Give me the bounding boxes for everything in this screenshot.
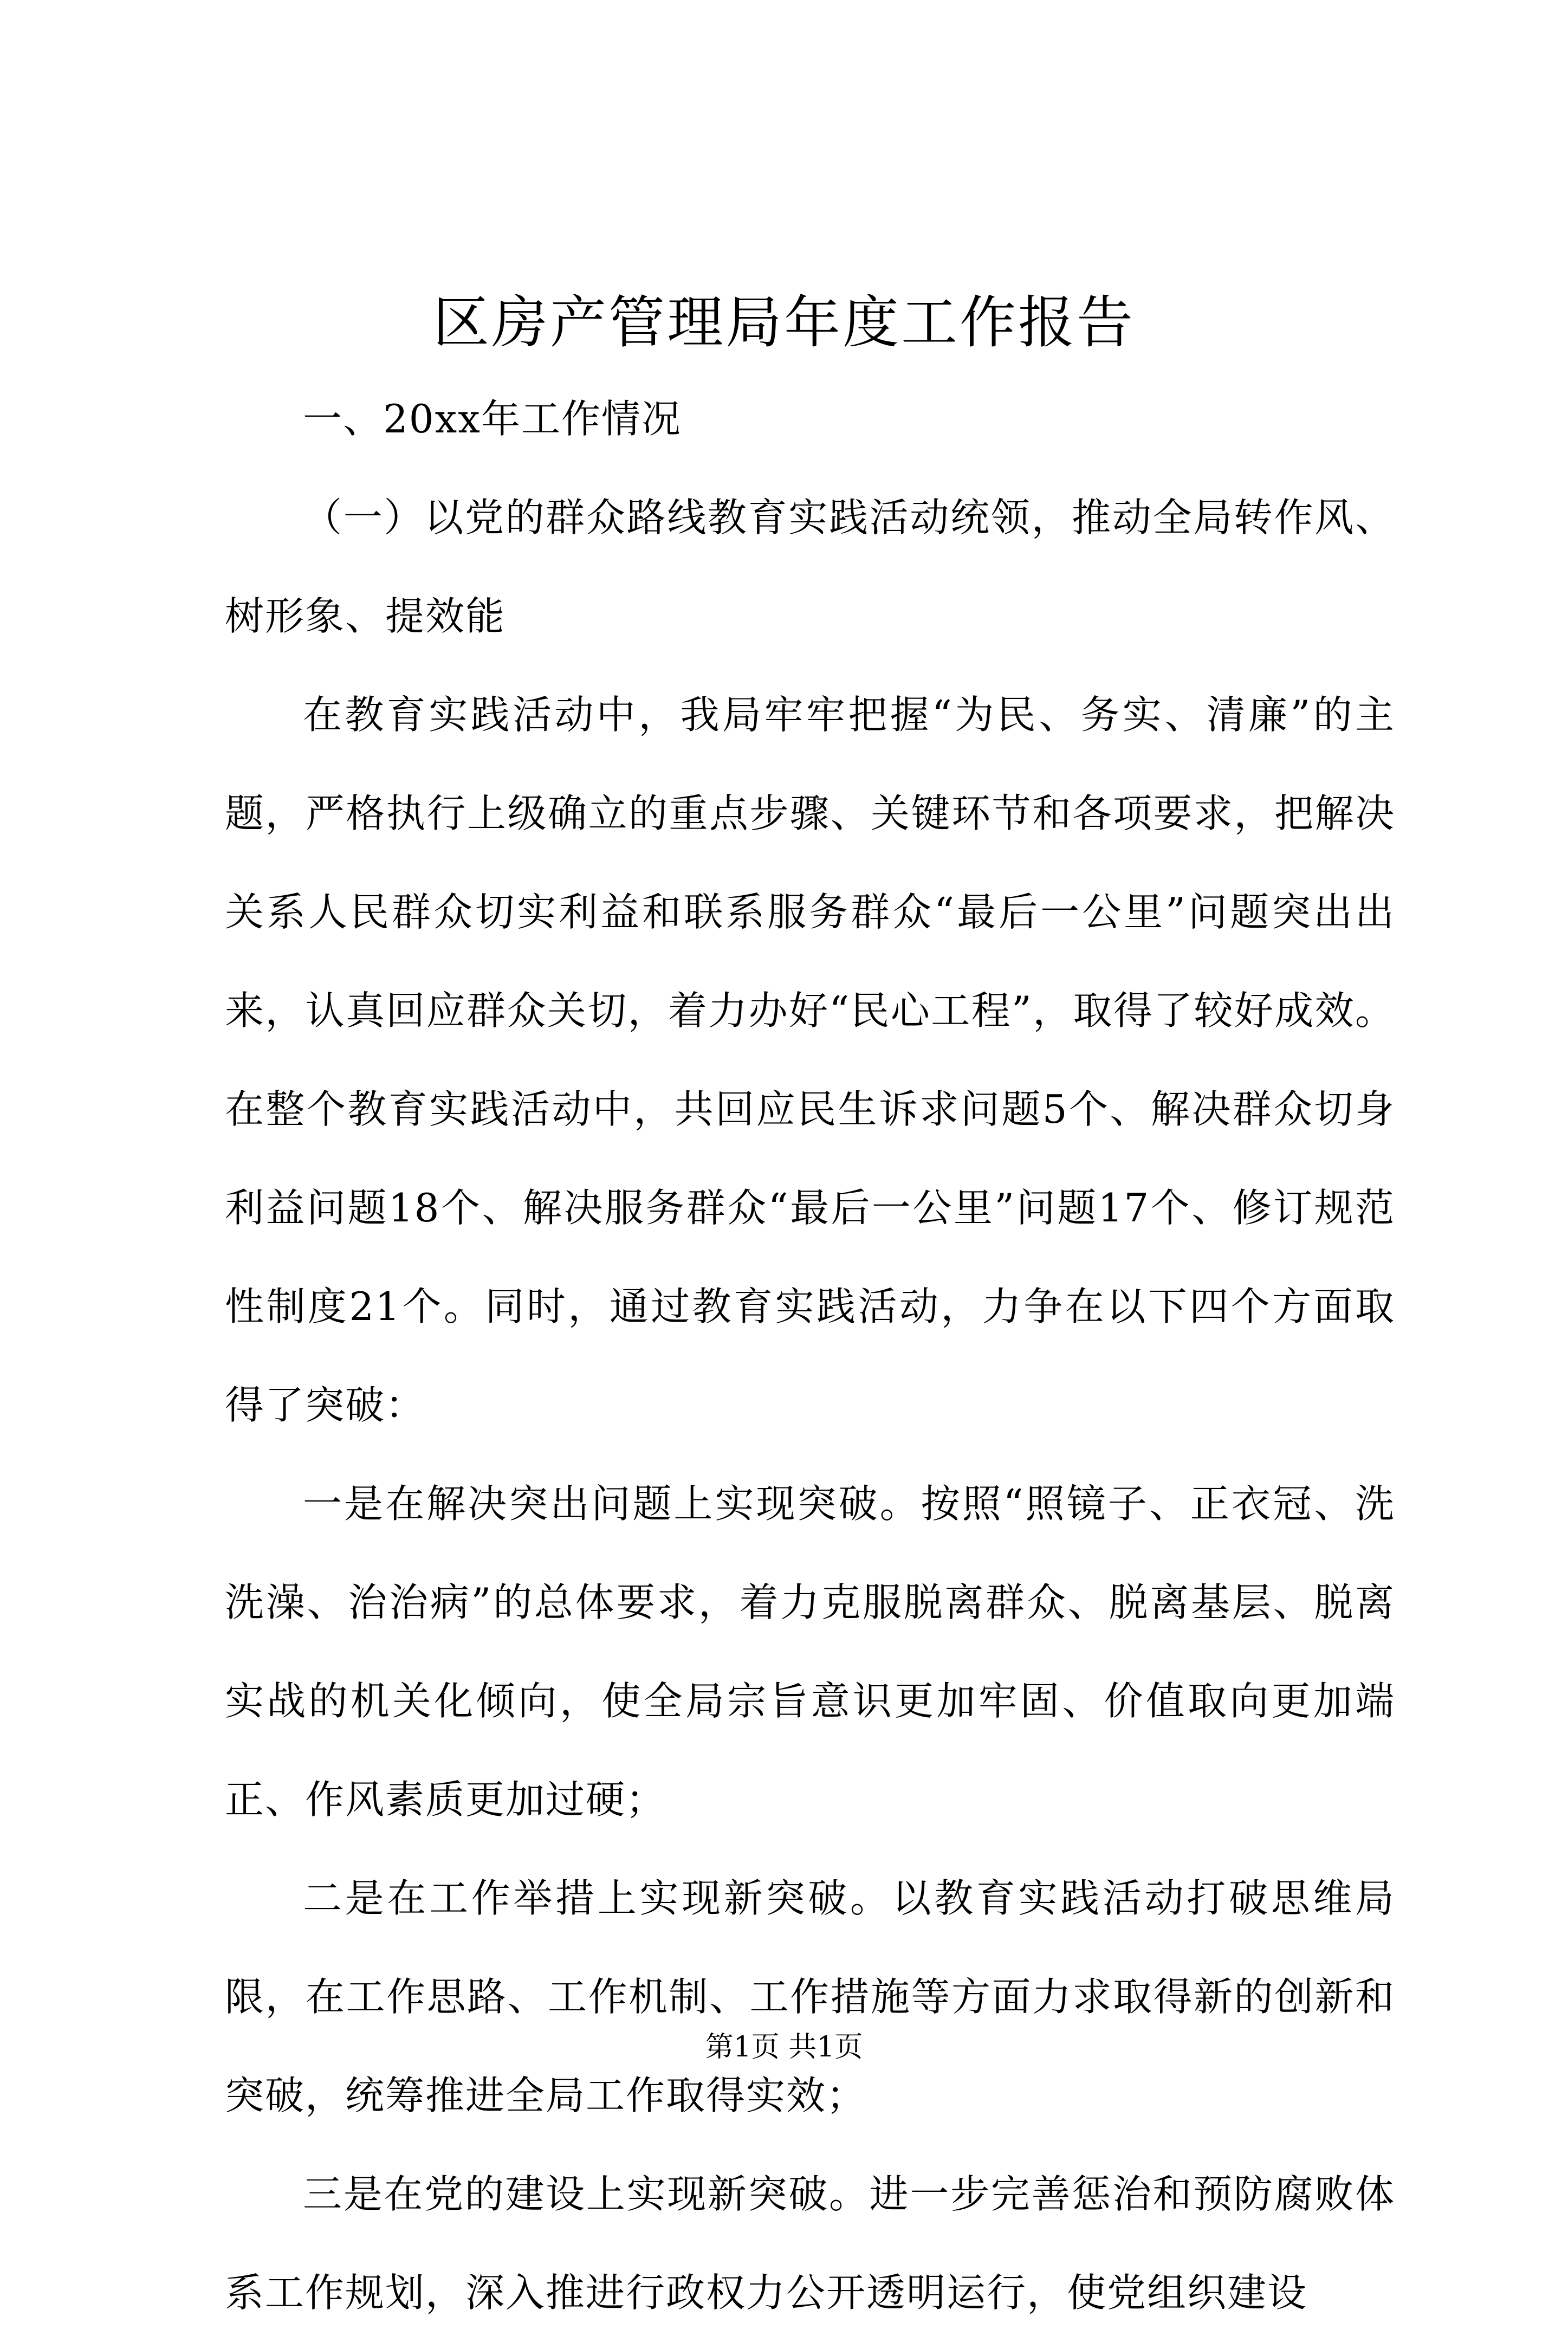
document-title: 区房产管理局年度工作报告 (432, 289, 1135, 355)
page-footer: 第1页 共1页 (705, 2031, 863, 2063)
body-paragraph: 三是在党的建设上实现新突破。进一步完善惩治和预防腐败体系工作规划，深入推进行政权力公开透明运行，使党组织建设 (225, 2171, 1395, 2315)
body-paragraph: 一是在解决突出问题上实现突破。按照“照镜子、正衣冠、洗洗澡、治治病”的总体要求，着力克服脱离群众、脱离基层、脱离实战的机关化倾向，使全局宗旨意识更加牢固、价值取向更加端正、作风素质更加过硬； (225, 1481, 1395, 1822)
body-paragraph: 二是在工作举措上实现新突破。以教育实践活动打破思维局限，在工作思路、工作机制、工作措施等方面力求取得新的创新和突破，统筹推进全局工作取得实效； (225, 1875, 1395, 2118)
section-heading: 一、20xx年工作情况 (303, 396, 682, 442)
subsection-heading: （一）以党的群众路线教育实践活动统领，推动全局转作风、树形象、提效能 (225, 495, 1395, 639)
body-paragraph: 在教育实践活动中，我局牢牢把握“为民、务实、清廉”的主题，严格执行上级确立的重点步骤、关键环节和各项要求，把解决关系人民群众切实利益和联系服务群众“最后一公里”问题突出出来，认真回应群众关切，着力办好“民心工程”，取得了较好成效。在整个教育实践活动中，共回应民生诉求问题5个、解决群众切身利益问题18个、解决服务群众“最后一公里”问题17个、修订规范性制度21个。同时，通过教育实践活动，力争在以下四个方面取得了突破： (225, 692, 1395, 1428)
